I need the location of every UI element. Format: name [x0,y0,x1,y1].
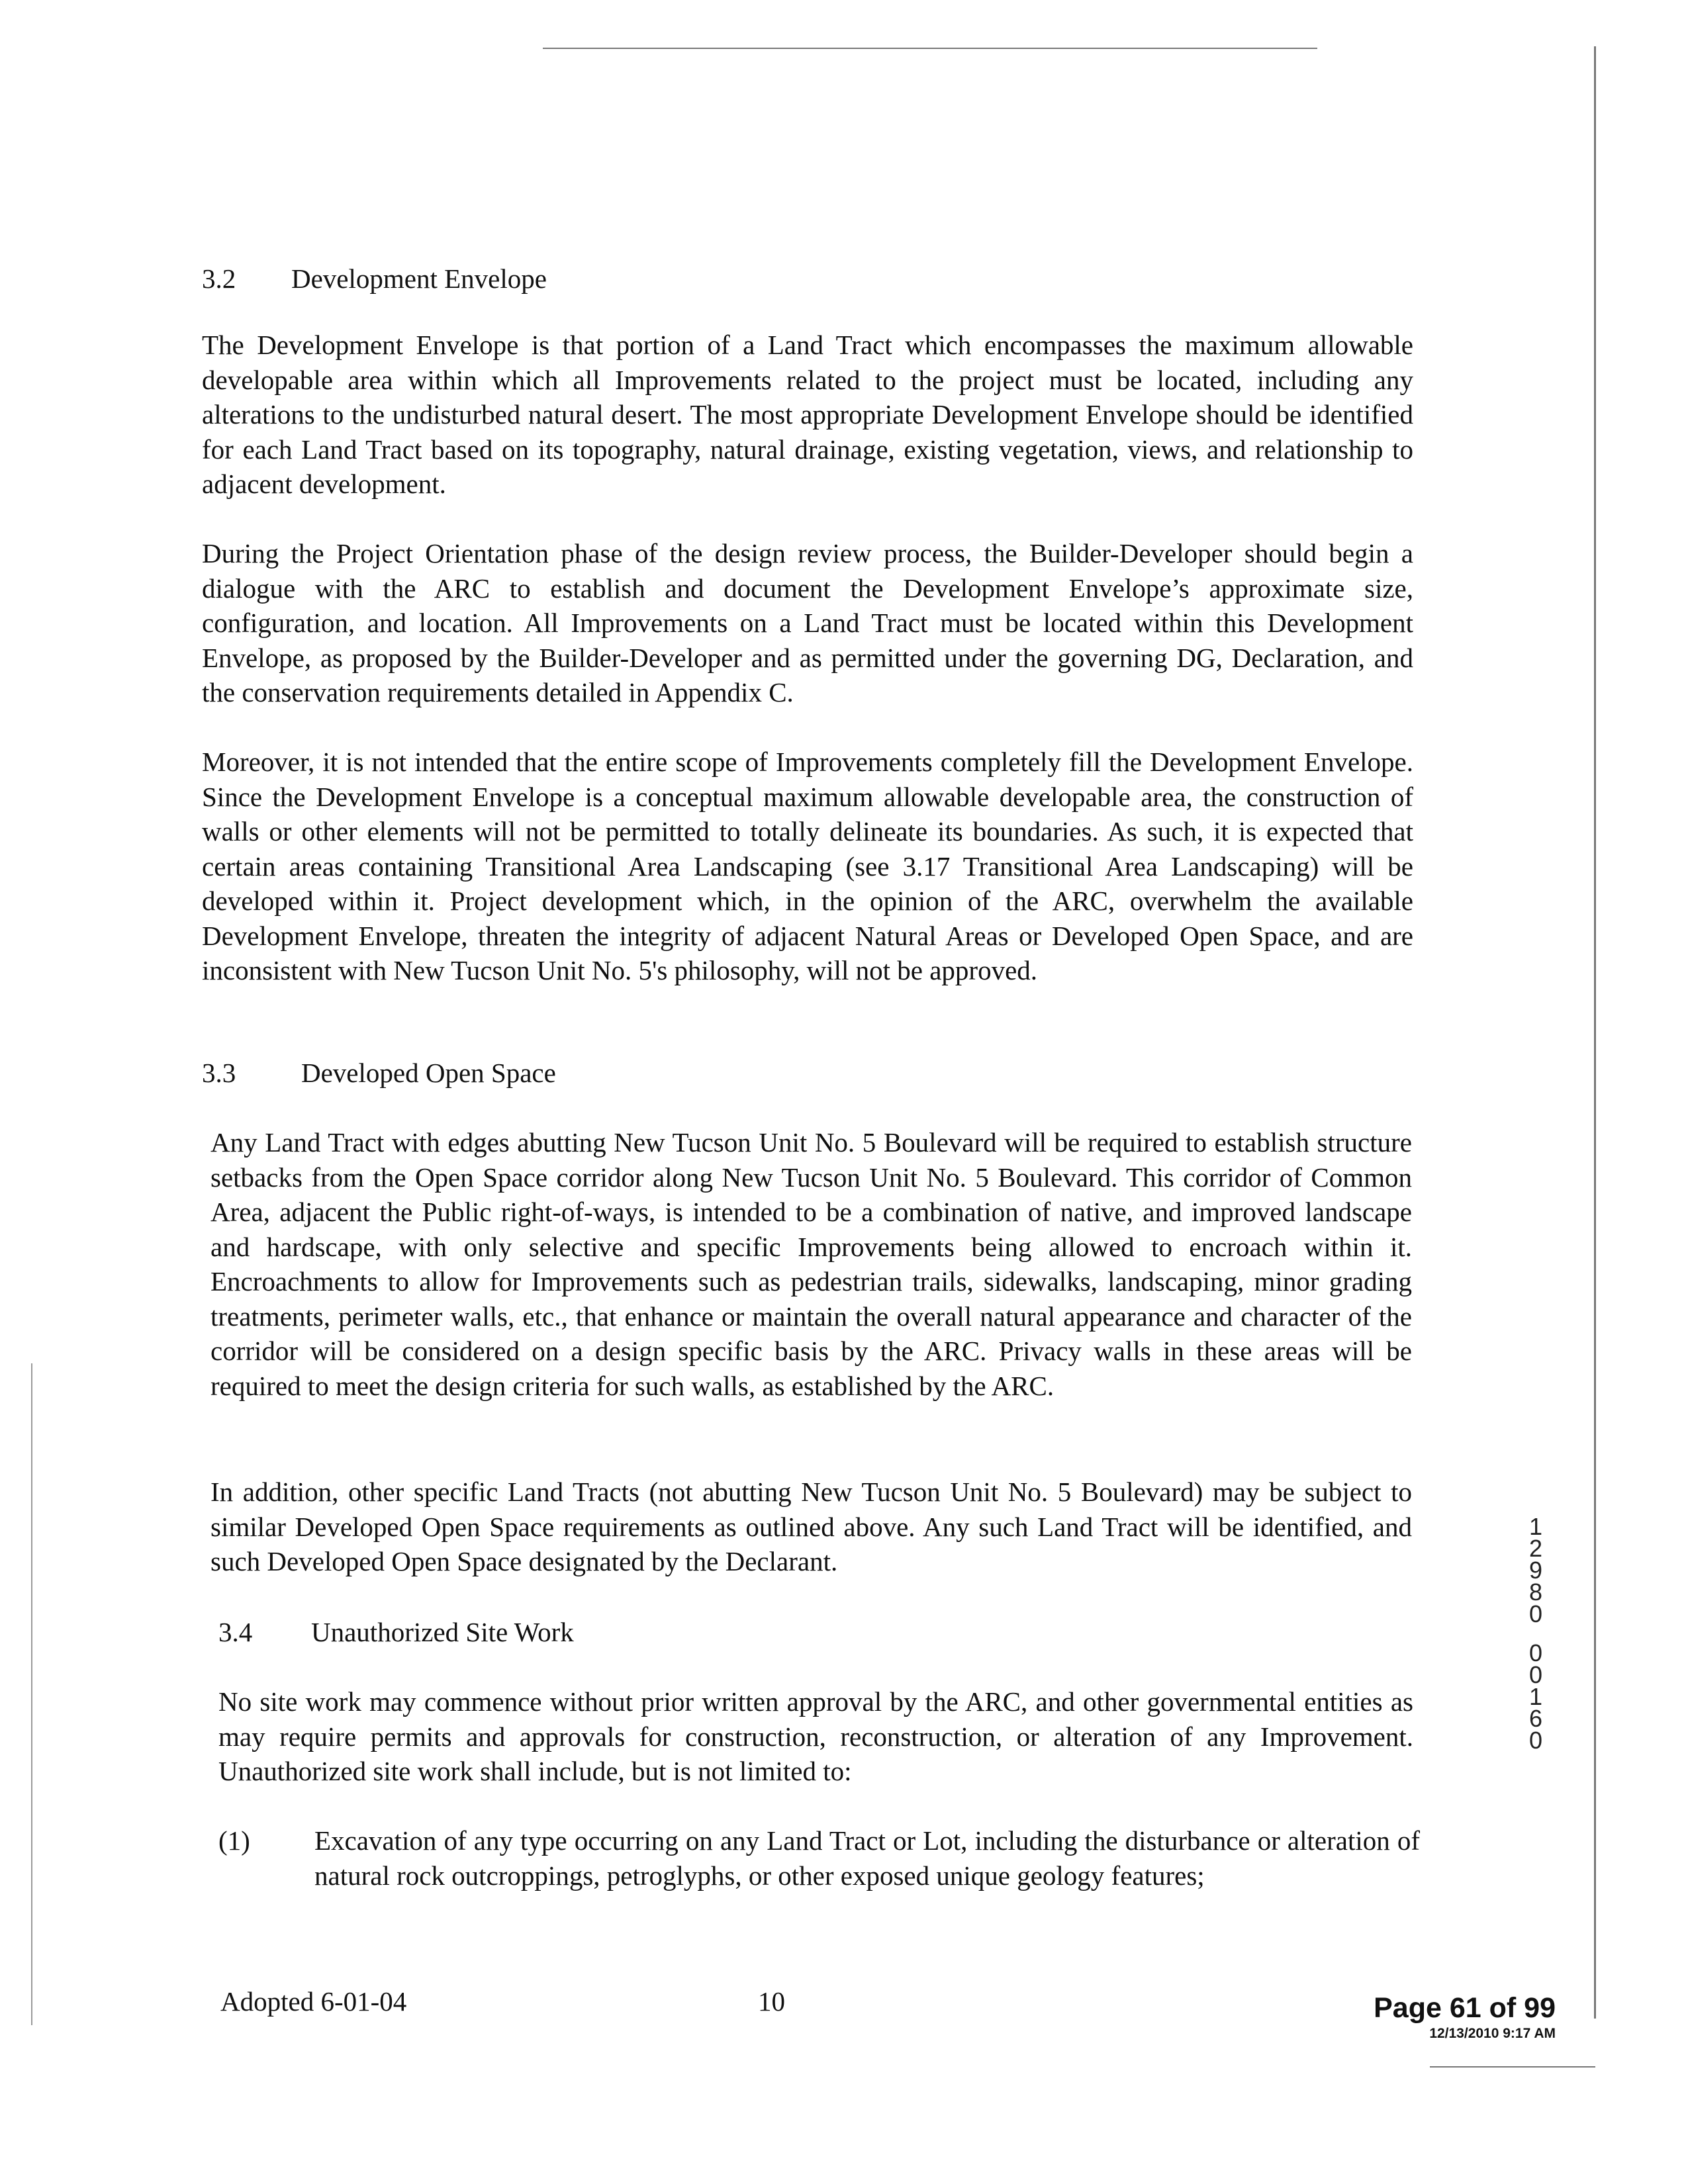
paragraph: In addition, other specific Land Tracts (not abutting New Tucson Unit No. 5 Boulevard) may be subject to similar Developed Open Space requirements as outlined above. Any such Land Tract will be identified, and such Developed Open Space designated by the Declarant. [211,1477,1412,1576]
docket-digit: 8 [1528,1578,1543,1606]
docket-digit: 1 [1528,1683,1543,1710]
paragraph: No site work may commence without prior written approval by the ARC, and other governmental entities as may require permits and approvals for construction, reconstruction, or alteration of any Improvement. Unauthorized site work shall include, but is not limited to: [218,1686,1413,1786]
docket-digit: 0 [1528,1600,1543,1627]
recording-stamp [1357,1991,1556,2042]
section-number: 3.2 [202,263,236,294]
paragraph: During the Project Orientation phase of the design review process, the Builder-Developer should begin a dialogue with the ARC to establish and document the Development Envelope’s approximate size, configuration, and location. All Improvements on a Land Tract must be located within this Development Envelope, as proposed by the Builder-Developer and as permitted under the governing DG, Declaration, and the conservation requirements detailed in Appendix C. [202,538,1413,707]
docket-number [1523,1513,1549,1754]
right-margin-line [1594,46,1596,2019]
recording-page: Page 61 of 99 [1374,1992,1556,2024]
section-title: Development Envelope [291,263,547,294]
docket-digit: 0 [1528,1727,1543,1754]
left-margin-line [31,1363,32,2025]
section-title: Unauthorized Site Work [311,1617,574,1647]
adopted-date: Adopted 6-01-04 [220,1986,407,2017]
paragraph: Moreover, it is not intended that the entire scope of Improvements completely fill the Development Envelope. Since the Development Envelope is a conceptual maximum allowable developable area, the construction of walls or other elements will not be permitted to totally delineate its boundaries. As such, it is expected that certain areas containing Transitional Area Landscaping (see 3.17 Transitional Area Landscaping) will be developed within it. Project development which, in the opinion of the ARC, overwhelm the available Development Envelope, threaten the integrity of adjacent Natural Areas or Developed Open Space, and are inconsistent with New Tucson Unit No. 5's philosophy, will not be approved. [202,747,1413,985]
docket-digit: 0 [1528,1639,1543,1666]
section-number: 3.4 [218,1617,253,1647]
paragraph: The Development Envelope is that portion of a Land Tract which encompasses the maximum allowable developable area within which all Improvements related to the project must be located, including any alterations to the undisturbed natural desert. The most appropriate Development Envelope should be identified for each Land Tract based on its topography, natural drainage, existing vegetation, views, and relationship to adjacent development. [202,330,1413,499]
list-marker: (1) [218,1825,250,1856]
docket-digit: 9 [1528,1557,1543,1584]
section-number: 3.3 [202,1058,236,1088]
page-number: 10 [758,1986,785,2017]
list-item-text: Excavation of any type occurring on any Land Tract or Lot, including the disturbance or alteration of natural rock outcroppings, petroglyphs, or other exposed unique geology features; [314,1825,1420,1891]
docket-digit: 2 [1528,1535,1543,1562]
bottom-right-line [1430,2066,1595,2068]
docket-digit: 0 [1528,1661,1543,1688]
recording-timestamp: 12/13/2010 9:17 AM [1429,2026,1556,2041]
docket-digit: 1 [1528,1513,1543,1540]
paragraph: Any Land Tract with edges abutting New Tucson Unit No. 5 Boulevard will be required to establish structure setbacks from the Open Space corridor along New Tucson Unit No. 5 Boulevard. This corridor of Common Area, adjacent the Public right-of-ways, is intended to be a combination of native, and improved landscape and hardscape, with only selective and specific Improvements being allowed to encroach within it. Encroachments to allow for Improvements such as pedestrian trails, sidewalks, landscaping, minor grading treatments, perimeter walls, etc., that enhance or maintain the overall natural appearance and character of the corridor will be considered on a design specific basis by the ARC. Privacy walls in these areas will be required to meet the design criteria for such walls, as established by the ARC. [211,1127,1412,1401]
top-scan-line [543,48,1317,49]
section-title: Developed Open Space [301,1058,556,1088]
docket-digit: 6 [1528,1705,1543,1732]
